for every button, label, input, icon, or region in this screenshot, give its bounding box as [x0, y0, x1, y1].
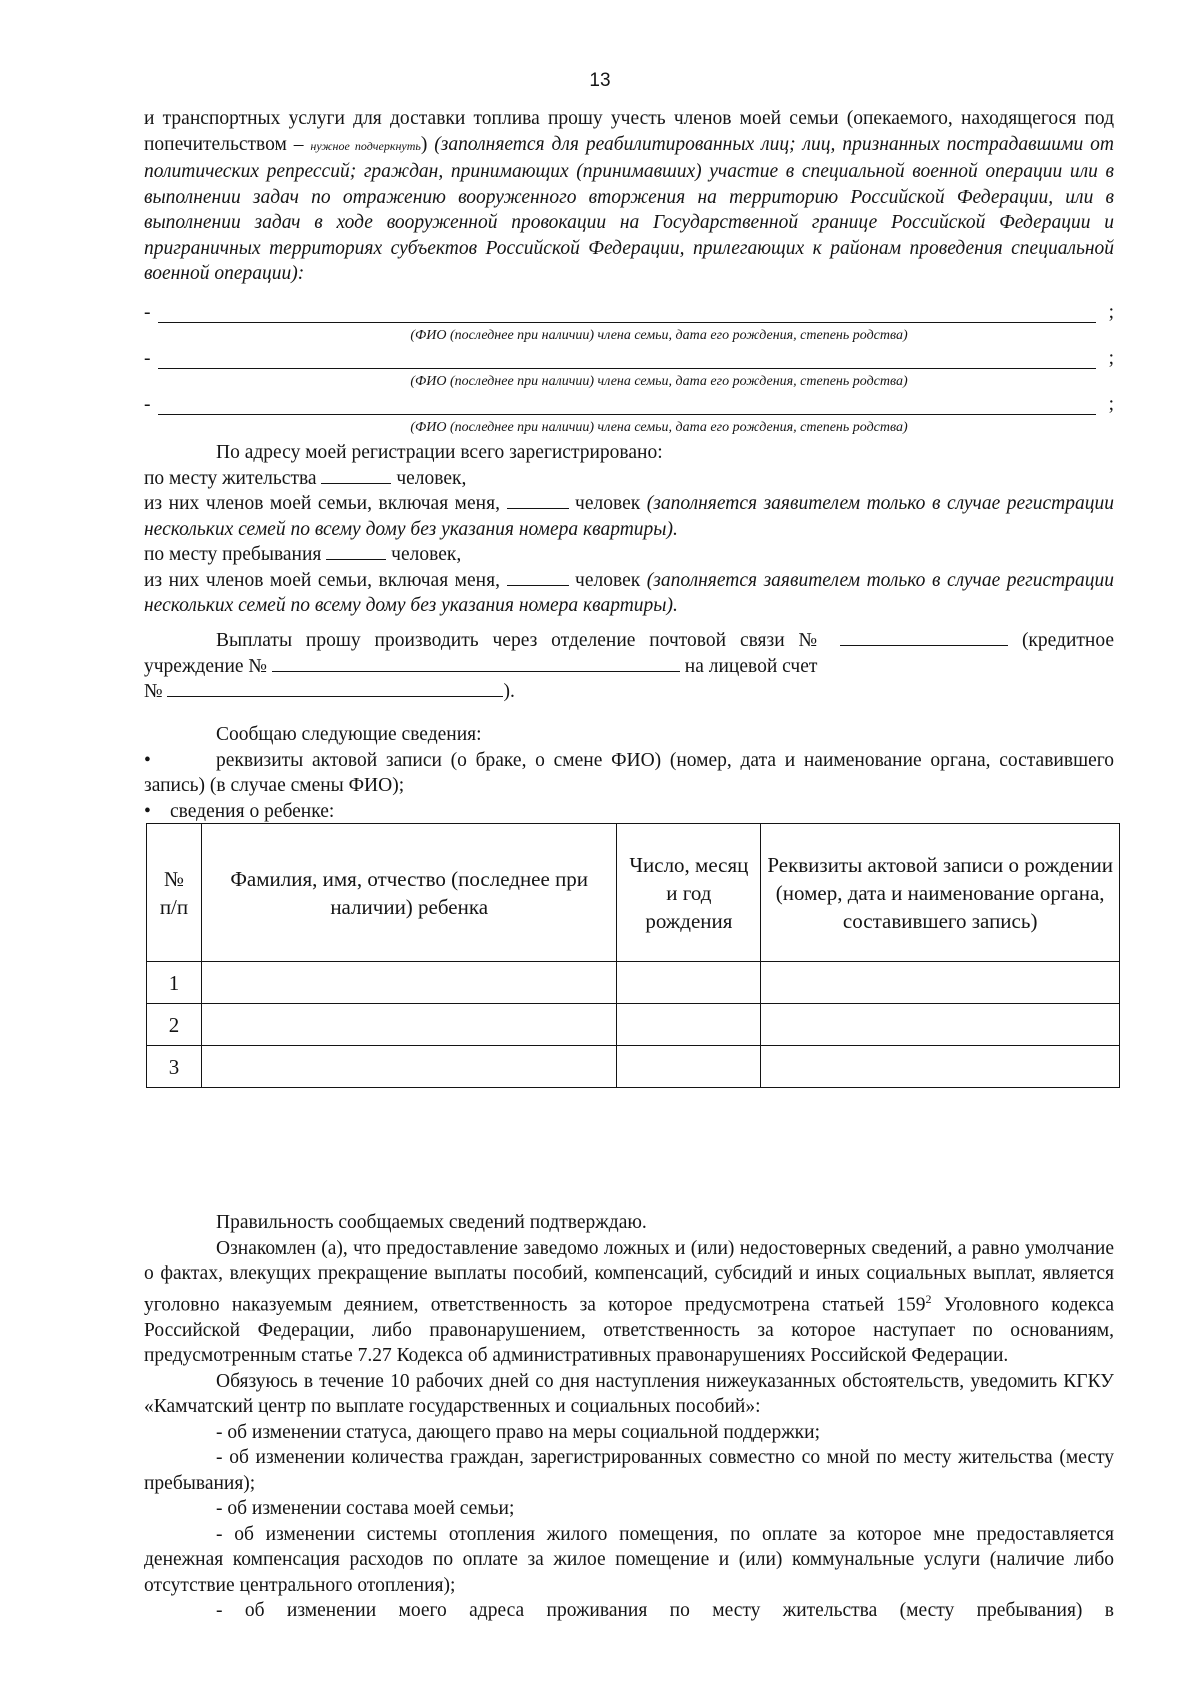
people-word: человек: [575, 569, 641, 591]
stay-members-count-field[interactable]: [507, 569, 569, 586]
record-cell[interactable]: [761, 1046, 1120, 1088]
bullet-item: [144, 799, 1114, 825]
intro-italic-note: (заполняется для реабилитированных лиц; лиц, признанных пострадавшими от политических репрессий; граждан, принимающих (принимавших) участие в специальной военной операции или в выполнении задач по отражению вооруженного вторжения на территорию Российской Федерации, или в выполнении задач в ходе вооруженной провокации на Государственной границе Российской Федерации и приграничных территориях субъектов Российской Федерации, прилегающих к районам проведения специальной военной операции):: [144, 133, 1114, 284]
family-member-caption: (ФИО (последнее при наличии) члена семьи, дата его рождения, степень родства): [410, 374, 908, 389]
registration-heading: По адресу моей регистрации всего зарегистрировано:: [216, 442, 663, 463]
liability-notice: [144, 1236, 1114, 1369]
post-office-number-field[interactable]: [840, 629, 1008, 646]
obligation-item: - об изменении статуса, дающего право на меры социальной поддержки;: [216, 1421, 820, 1443]
line-dash: -: [144, 302, 151, 323]
line-dash: -: [144, 394, 151, 415]
notice-text-cont: Уголовного кодекса Российской Федерации, либо правонарушением, ответственность за которое наступает по основаниям, предусмотренным статье 7.27 Кодекса об административных правонарушениях Российской Федерации.: [144, 1294, 1114, 1366]
table-header-row: [147, 824, 1120, 962]
bullet-text: сведения о ребенке:: [170, 800, 335, 822]
article-superscript: 2: [925, 1291, 932, 1306]
obligation-intro: Обязуюсь в течение 10 рабочих дней со дня наступления нижеуказанных обстоятельств, уведомить КГКУ «Камчатский центр по выплате государственных и социальных пособий»:: [144, 1370, 1114, 1417]
members-label: из них членов моей семьи, включая меня,: [144, 493, 500, 514]
residence-count-field[interactable]: [321, 467, 391, 484]
row-number: 3: [147, 1046, 202, 1088]
obligation-item: - об изменении количества граждан, зарегистрированных совместно со мной по месту жительства (месту пребывания);: [144, 1447, 1114, 1494]
fill-line: [158, 414, 1096, 415]
record-cell[interactable]: [761, 1004, 1120, 1046]
residence-label: по месту жительства: [144, 467, 317, 489]
payments-close: ).: [503, 681, 515, 702]
notice-text: Ознакомлен (а), что предоставление заведомо ложных и (или) недостоверных сведений, а равно умолчание о фактах, влекущих прекращение выплаты пособий, компенсаций, субсидий и иных социальных выплат, является уголовно наказуемым деянием, ответственность за которое предусмотрена статьей 159: [144, 1237, 1114, 1315]
line-dash: -: [144, 348, 151, 369]
people-word: человек,: [396, 467, 467, 489]
family-member-line[interactable]: [144, 302, 1114, 328]
institution-label: учреждение №: [144, 655, 268, 677]
table-row: [147, 1004, 1120, 1046]
column-header-birthdate: Число, месяц и год рождения: [617, 824, 761, 962]
fill-line: [158, 368, 1096, 369]
obligation-item: - об изменении системы отопления жилого помещения, по оплате за которое мне предоставляется денежная компенсация расходов по оплате за жилое помещение и (или) коммунальные услуги (наличие либо отсутствие центрального отопления);: [144, 1523, 1114, 1596]
payments-credit-label: (кредитное: [1021, 630, 1115, 651]
bullet-icon: •: [144, 800, 151, 822]
declarations-block: [144, 1210, 1114, 1624]
column-header-record: Реквизиты актовой записи о рождении (номер, дата и наименование органа, составившего запись): [761, 824, 1120, 962]
registration-note: (заполняется заявителем только в случае регистрации нескольких семей по всему дому без указания номера квартиры).: [144, 569, 1114, 616]
stay-count-field[interactable]: [326, 543, 386, 560]
bullet-text: реквизиты актовой записи (о браке, о смене ФИО) (номер, дата и наименование органа, составившего запись) (в случае смены ФИО);: [144, 749, 1114, 796]
registration-block: [144, 440, 1114, 619]
confirmation-text: Правильность сообщаемых сведений подтверждаю.: [216, 1212, 647, 1233]
line-end: ;: [1108, 302, 1114, 323]
account-label: на лицевой счет: [684, 655, 818, 677]
info-block: [144, 722, 1114, 824]
table-row: [147, 962, 1120, 1004]
children-table: [146, 823, 1120, 1088]
family-member-line[interactable]: [144, 348, 1114, 374]
row-number: 2: [147, 1004, 202, 1046]
column-header-name: Фамилия, имя, отчество (последнее при наличии) ребенка: [201, 824, 616, 962]
name-cell[interactable]: [201, 1046, 616, 1088]
record-cell[interactable]: [761, 962, 1120, 1004]
family-members-block: [144, 302, 1114, 440]
name-cell[interactable]: [201, 1004, 616, 1046]
obligation-item: - об изменении состава моей семьи;: [216, 1498, 515, 1519]
institution-number-field[interactable]: [272, 655, 680, 672]
birthdate-cell[interactable]: [617, 1046, 761, 1088]
registration-note: (заполняется заявителем только в случае регистрации нескольких семей по всему дому без указания номера квартиры).: [144, 493, 1114, 540]
row-number: 1: [147, 962, 202, 1004]
page-number: 13: [589, 70, 611, 91]
members-label: из них членов моей семьи, включая меня,: [144, 569, 500, 591]
account-number-sign: №: [144, 681, 163, 702]
bullet-item: [144, 748, 1114, 799]
intro-close-paren: ): [420, 133, 435, 155]
line-end: ;: [1108, 394, 1114, 415]
bullet-icon: •: [144, 749, 151, 771]
children-table-wrap: [140, 823, 1120, 1088]
payments-block: [144, 628, 1114, 705]
people-word: человек,: [391, 544, 462, 565]
info-heading: Сообщаю следующие сведения:: [216, 724, 482, 745]
birthdate-cell[interactable]: [617, 962, 761, 1004]
intro-paragraph: [144, 106, 1114, 287]
payments-text: Выплаты прошу производить через отделение почтовой связи №: [216, 630, 827, 651]
stay-label: по месту пребывания: [144, 544, 322, 565]
family-member-caption: (ФИО (последнее при наличии) члена семьи, дата его рождения, степень родства): [410, 328, 908, 343]
family-member-caption: (ФИО (последнее при наличии) члена семьи, дата его рождения, степень родства): [410, 420, 908, 435]
underline-hint: нужное подчеркнуть: [310, 138, 421, 153]
account-number-field[interactable]: [167, 680, 503, 697]
members-count-field[interactable]: [507, 492, 569, 509]
table-row: [147, 1046, 1120, 1088]
line-end: ;: [1108, 348, 1114, 369]
column-header-number: № п/п: [147, 824, 202, 962]
obligation-item: - об изменении моего адреса проживания по месту жительства (месту пребывания) в: [216, 1600, 1114, 1621]
birthdate-cell[interactable]: [617, 1004, 761, 1046]
name-cell[interactable]: [201, 962, 616, 1004]
intro-text: и транспортных услуги для доставки топлива прошу учесть членов моей семьи (опекаемого, находящегося под попечительством –: [144, 108, 1114, 155]
fill-line: [158, 322, 1096, 323]
people-word: человек: [575, 493, 641, 514]
family-member-line[interactable]: [144, 394, 1114, 420]
